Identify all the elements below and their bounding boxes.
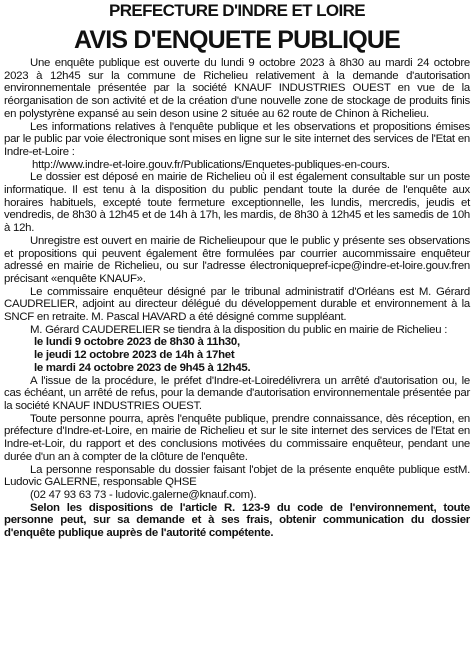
paragraph-commissioner: Le commissaire enquêteur désigné par le tribunal administratif d'Orléans est M. Gérard CAUDRELIER, adjoint au directeur délégué du développement durable et environnement à la SNCF en retraite. M. Pascal HAVARD a été désigné comme suppléant. [4, 285, 470, 324]
contact-details: (02 47 93 63 73 - ludovic.galerne@knauf.com). [30, 488, 257, 501]
paragraph-report-access: Toute personne pourra, après l'enquête publique, prendre connaissance, dès réception, en préfecture d'Indre-et-Loire, en mairie de Richelieu et sur le site internet des services de l'Etat en Indre-et-Loir, du rapport et des conclusions motivées du commissaire enquêteur, pendant une durée d'un an à compter de la clôture de l'enquête. [4, 412, 470, 463]
permanence-date-2: le jeudi 12 octobre 2023 de 14h à 17het [34, 349, 235, 362]
paragraph-online-info: Les informations relatives à l'enquête publique et les observations et propositions émises par le public par voie électronique sont mises en ligne sur le site internet des services de l'Etat en Indre-et-Loire : [4, 120, 470, 158]
paragraph-inquiry-opening: Une enquête publique est ouverte du lundi 9 octobre 2023 à 8h30 au mardi 24 octobre 2023 à 12h45 sur la commune de Richelieu relativement à la demande d'autorisation environnementale présentée par la société KNAUF INDUSTRIES OUEST en vue de la réorganisation de son activité et de la création d'une nouvelle zone de stockage de produits finis en polystyrène expansé au sein deson usine 2 située au 62 route de Chinon à Richelieu. [4, 57, 470, 120]
notice-title: AVIS D'ENQUETE PUBLIQUE [73, 26, 400, 54]
permanence-date-3: le mardi 24 octobre 2023 de 9h45 à 12h45. [34, 361, 251, 374]
paragraph-availability: M. Gérard CAUDERELIER se tiendra à la disposition du public en mairie de Richelieu : [30, 323, 448, 336]
publications-url: http://www.indre-et-loire.gouv.fr/Publications/Enquetes-publiques-en-cours. [32, 158, 390, 171]
paragraph-register: Unregistre est ouvert en mairie de Richelieupour que le public y présente ses observations et propositions qui peuvent également être formulées par courrier aucommissaire enquêteur adressé en mairie de Richelieu, ou sur l'adresse électroniquepref-icpe@indre-et-loire.gouv.fren précisant «enquête KNAUF». [4, 234, 470, 285]
paragraph-responsible-person: La personne responsable du dossier faisant l'objet de la présente enquête publique estM. Ludovic GALERNE, responsable QHSE [4, 463, 470, 489]
permanence-date-1: le lundi 9 octobre 2023 de 8h30 à 11h30, [34, 336, 240, 349]
prefecture-heading: PREFECTURE D'INDRE ET LOIRE [108, 1, 366, 20]
paragraph-legal-provisions: Selon les dispositions de l'article R. 123-9 du code de l'environnement, toute personne peut, sur sa demande et à ses frais, obtenir communication du dossier d'enquête publique auprès de l'autorité compétente. [4, 501, 470, 540]
paragraph-decision: A l'issue de la procédure, le préfet d'Indre-et-Loiredélivrera un arrêté d'autorisation ou, le cas échéant, un arrêté de refus, pour la demande d'autorisation environnementale présentée par la société KNAUF INDUSTRIES OUEST. [4, 374, 470, 412]
paragraph-dossier-location: Le dossier est déposé en mairie de Richelieu où il est également consultable sur un poste informatique. Il est tenu à la disposition du public pendant toute la durée de l'enquête aux horaires habituels, excepté toute fermeture exceptionnelle, les lundis, mercredis, jeudis et vendredis, de 8h30 à 12h45 et de 14h à 17h, les mardis, de 8h30 à 12h45 et les samedis de 10h à 12h. [4, 171, 470, 235]
